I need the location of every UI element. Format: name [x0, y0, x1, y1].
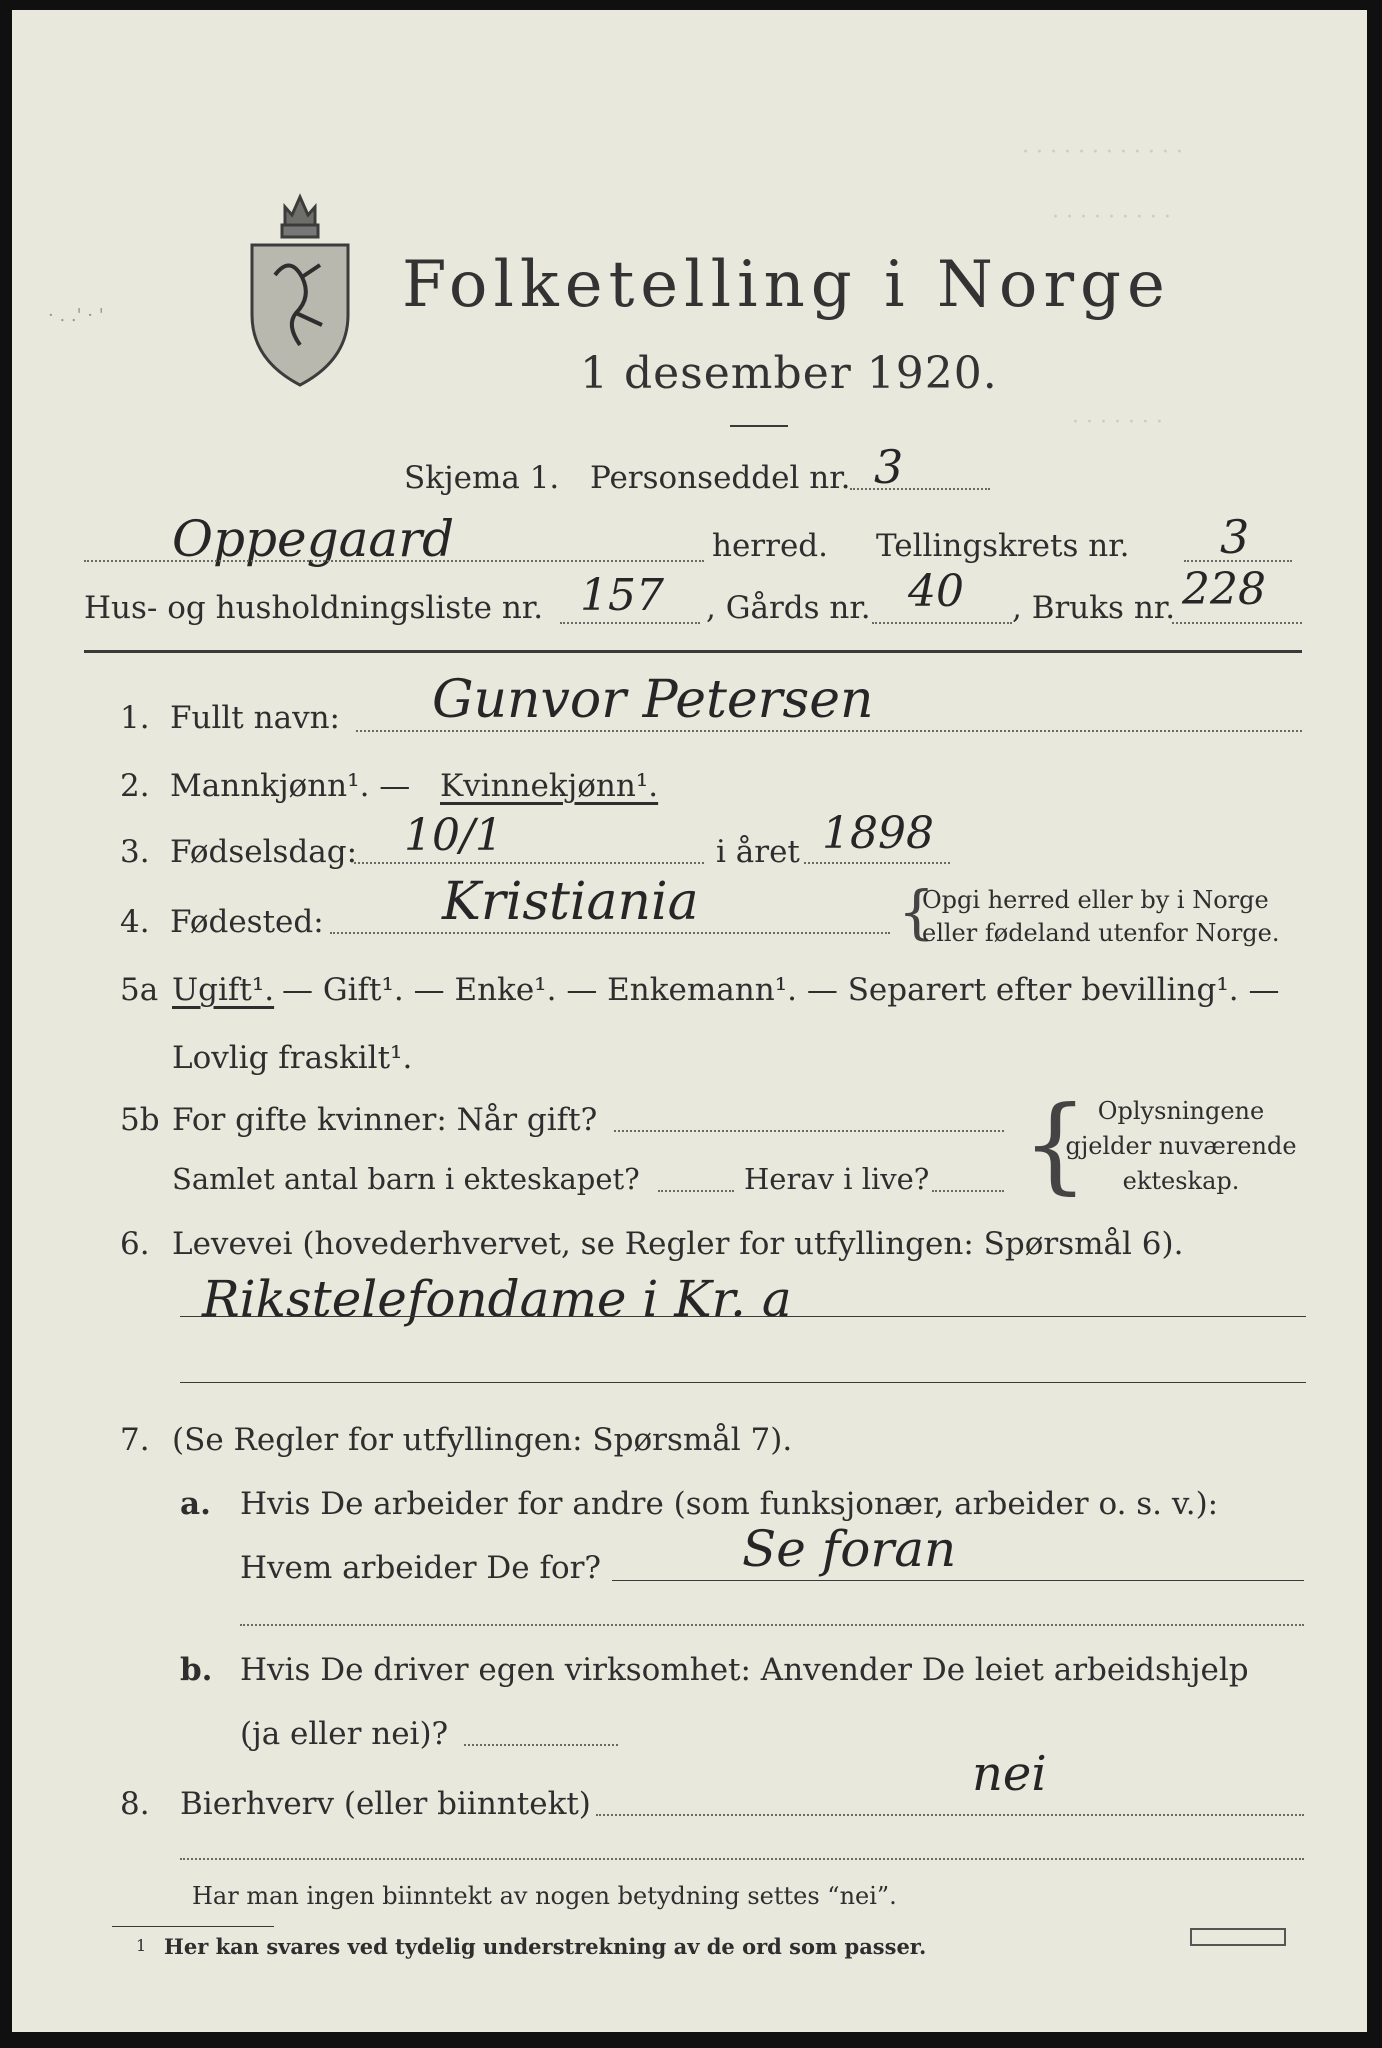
- q4-note-line1: Opgi herred eller by i Norge: [922, 886, 1269, 914]
- q5b-married-line: [614, 1130, 1004, 1132]
- q5b-note-line3: ekteskap.: [1122, 1167, 1240, 1195]
- bruks-line: [1172, 622, 1302, 624]
- q7a-answer-line: [612, 1580, 1304, 1581]
- q5b-note-line1: Oplysningene: [1097, 1097, 1265, 1125]
- q5a-options: — Gift¹. — Enke¹. — Enkemann¹. — Separert efter bevilling¹. —: [282, 972, 1280, 1008]
- q7b-letter: b.: [180, 1652, 213, 1688]
- q7a-value: Se foran: [742, 1520, 957, 1578]
- q7-label: (Se Regler for utfyllingen: Spørsmål 7).: [172, 1422, 793, 1458]
- q3-year-value: 1898: [822, 808, 934, 859]
- header-divider: [84, 650, 1302, 653]
- q7b-line2: (ja eller nei)?: [240, 1716, 449, 1752]
- q4-label: Fødested:: [170, 904, 324, 940]
- stray-marks: · . .' · ': [48, 305, 104, 326]
- q6-label: Levevei (hovederhvervet, se Regler for utfyllingen: Spørsmål 6).: [172, 1226, 1184, 1262]
- q8-label: Bierhverv (eller biinntekt): [180, 1786, 591, 1822]
- q7a-extra-line: [240, 1624, 1304, 1626]
- footer-note: Har man ingen biinntekt av nogen betydning settes “nei”.: [192, 1882, 897, 1910]
- herred-label: herred.: [712, 528, 828, 564]
- footnote-text: Her kan svares ved tydelig understrekning av de ord som passer.: [164, 1934, 927, 1959]
- q7a-line1: Hvis De arbeider for andre (som funksjonær, arbeider o. s. v.):: [240, 1486, 1219, 1522]
- personseddel-value: 3: [874, 440, 904, 494]
- q8-line: [596, 1814, 1304, 1816]
- footnote-divider: [112, 1926, 274, 1927]
- q3-label: Fødselsdag:: [170, 834, 358, 870]
- herred-line: [84, 560, 704, 562]
- q3-day-value: 10/1: [404, 810, 503, 861]
- q5b-children-line: [658, 1190, 734, 1192]
- personseddel-line: [850, 488, 990, 490]
- q1-label: Fullt navn:: [170, 700, 340, 736]
- q1-value: Gunvor Petersen: [432, 670, 874, 730]
- bleed-through-text: · · · · · · ·: [1072, 410, 1163, 435]
- q8-extra-line: [180, 1858, 1304, 1860]
- q2-number: 2.: [120, 768, 150, 804]
- q6-number: 6.: [120, 1226, 150, 1262]
- hus-line: [560, 622, 700, 624]
- q7a-letter: a.: [180, 1486, 211, 1522]
- bruks-label: , Bruks nr.: [1012, 590, 1176, 626]
- gards-value: 40: [908, 566, 964, 617]
- q5b-number: 5b: [120, 1102, 160, 1138]
- q4-note-line2: eller fødeland utenfor Norge.: [922, 919, 1280, 947]
- census-form: [12, 10, 1367, 2032]
- q5b-married-label: For gifte kvinner: Når gift?: [172, 1102, 598, 1138]
- printer-stamp: [1190, 1928, 1286, 1946]
- q6-line2: [180, 1382, 1306, 1383]
- gards-label: , Gårds nr.: [706, 590, 871, 626]
- q5a-number: 5a: [120, 972, 159, 1008]
- q1-line: [356, 730, 1302, 732]
- q4-number: 4.: [120, 904, 150, 940]
- hus-label: Hus- og husholdningsliste nr.: [84, 590, 544, 626]
- form-title: Folketelling i Norge: [402, 248, 1171, 322]
- q2-male: Mannkjønn¹. —: [170, 768, 411, 804]
- q4-brace: {: [898, 878, 935, 946]
- q1-number: 1.: [120, 700, 150, 736]
- q5b-note-line2: gjelder nuværende: [1065, 1132, 1297, 1160]
- q5b-children-label: Samlet antal barn i ekteskapet?: [172, 1162, 640, 1196]
- q3-year-label: i året: [716, 834, 800, 870]
- q3-day-line: [354, 862, 704, 864]
- q5b-alive-line: [932, 1190, 1004, 1192]
- skjema-label: Skjema 1.: [404, 460, 560, 496]
- herred-value: Oppegaard: [172, 510, 455, 568]
- q8-number: 8.: [120, 1786, 150, 1822]
- tellingskrets-value: 3: [1220, 510, 1250, 564]
- q4-note: [922, 884, 1280, 950]
- bleed-through-text: · · · · · · · · · · · ·: [1022, 140, 1183, 165]
- q7b-line1: Hvis De driver egen virksomhet: Anvender De leiet arbeidshjelp: [240, 1652, 1249, 1688]
- q3-year-line: [804, 862, 950, 864]
- q5b-brace: {: [1022, 1083, 1089, 1205]
- gards-line: [872, 622, 1012, 624]
- bleed-through-text: · · · · · · · · ·: [1052, 205, 1171, 230]
- q5a-fraskilt: Lovlig fraskilt¹.: [172, 1040, 413, 1076]
- bruks-value: 228: [1182, 564, 1266, 615]
- form-date: 1 desember 1920.: [580, 348, 998, 399]
- title-divider: [730, 425, 788, 427]
- q7a-line2: Hvem arbeider De for?: [240, 1550, 602, 1586]
- q6-value: Rikstelefondame i Kr. a: [202, 1270, 792, 1328]
- tellingskrets-label: Tellingskrets nr.: [876, 528, 1130, 564]
- q5a-ugift: Ugift¹.: [172, 972, 275, 1008]
- q4-value: Kristiania: [442, 872, 699, 932]
- q8-value: nei: [972, 1746, 1047, 1802]
- q7-number: 7.: [120, 1422, 150, 1458]
- hus-value: 157: [580, 570, 664, 621]
- q5b-alive-label: Herav i live?: [744, 1162, 930, 1196]
- coat-of-arms-icon: [240, 185, 360, 395]
- q4-line: [330, 932, 890, 934]
- q5b-note: [1056, 1094, 1306, 1199]
- footnote-mark: 1: [136, 1936, 147, 1955]
- q6-line1: [180, 1316, 1306, 1317]
- q7b-answer-line: [464, 1744, 618, 1746]
- personseddel-label: Personseddel nr.: [590, 460, 851, 496]
- q3-number: 3.: [120, 834, 150, 870]
- q2-female: Kvinnekjønn¹.: [440, 768, 659, 804]
